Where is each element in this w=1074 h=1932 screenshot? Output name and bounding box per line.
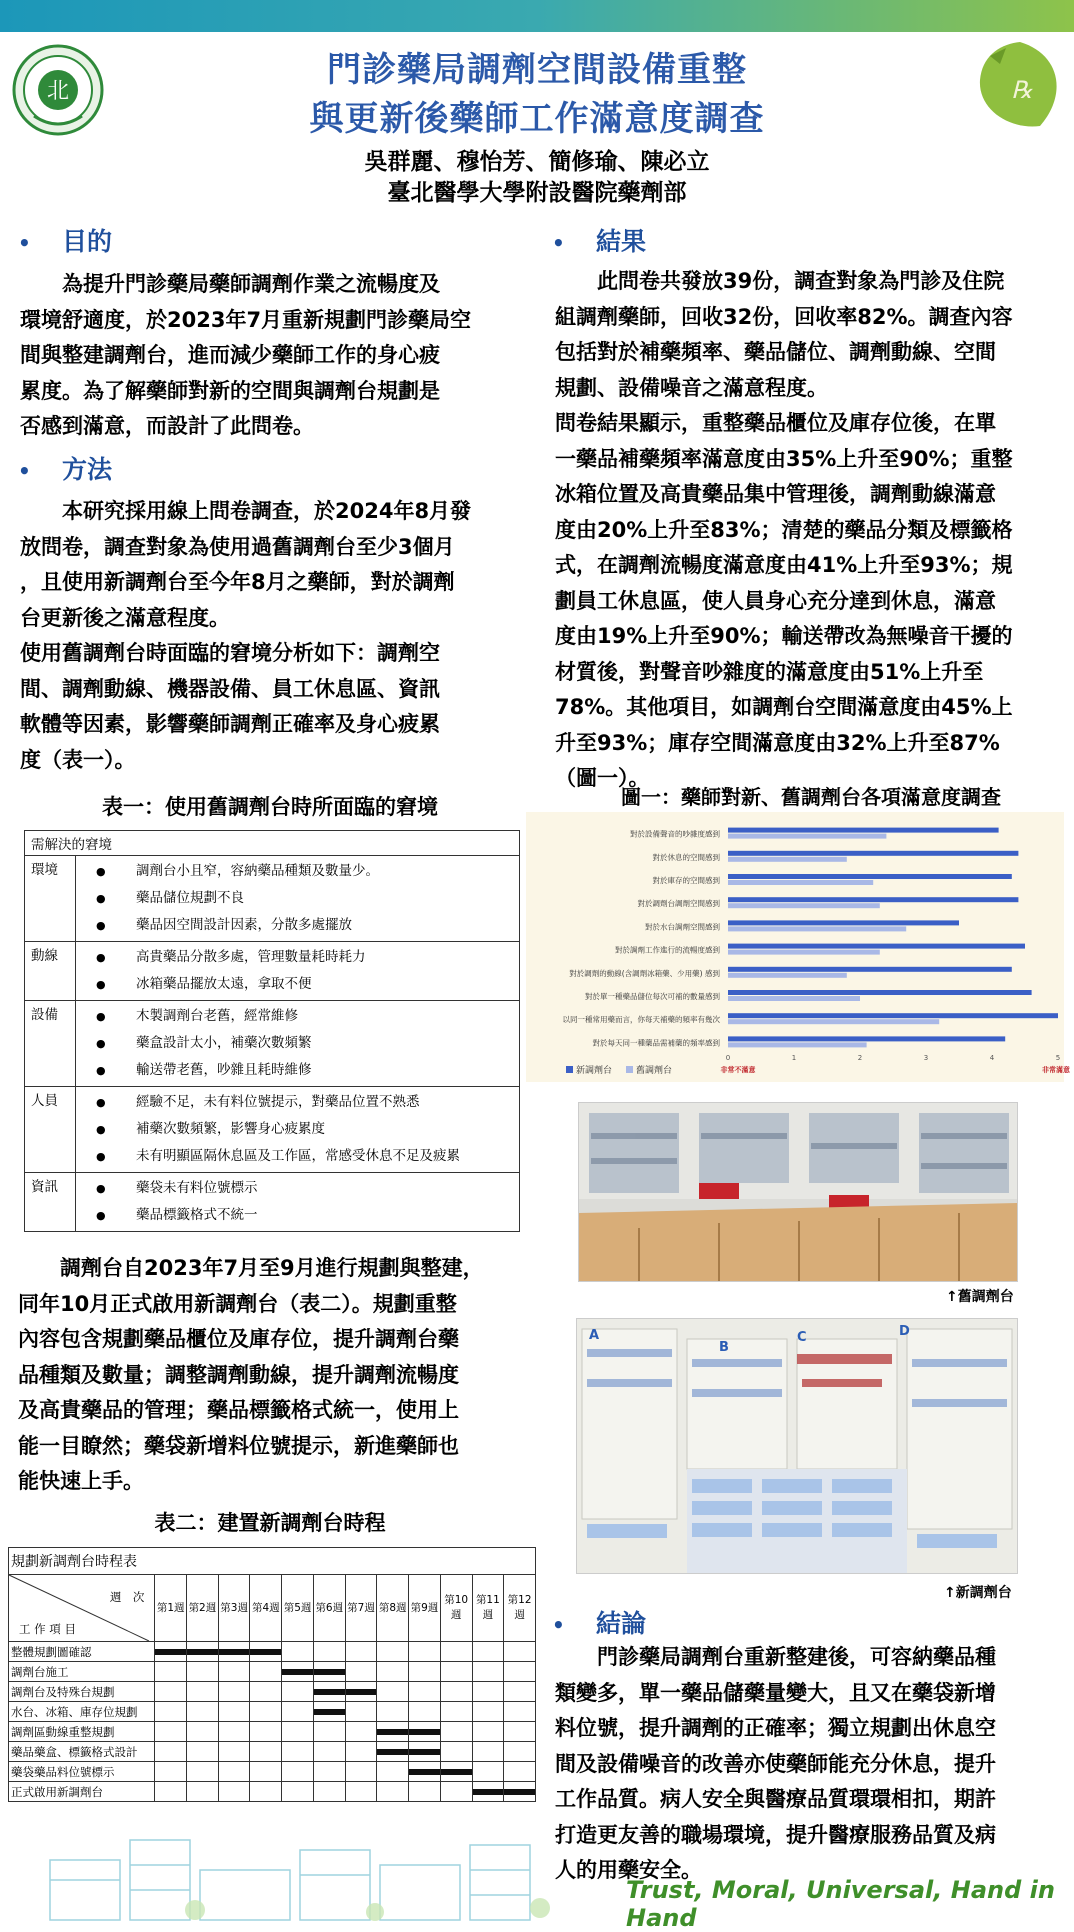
x-axis-left-label: 非常不滿意 — [720, 1066, 756, 1074]
table2-row — [9, 1742, 536, 1762]
table2-caption: 表二：建置新調劑台時程 — [154, 1511, 386, 1535]
table1-caption: 表一：使用舊調劑台時所面臨的窘境 — [102, 795, 438, 819]
chart-bar — [728, 990, 1032, 995]
task-label: 調劑台及特殊台規劃 — [9, 1682, 155, 1702]
table2-title: 規劃新調劑台時程表 — [9, 1548, 536, 1575]
chart-bar — [728, 944, 1025, 949]
table1-row: 資訊 ● 藥袋未有料位號標示 ● 藥品標籤格式不統一 — [25, 1173, 520, 1232]
bullet-icon: • — [18, 231, 31, 255]
satisfaction-chart — [526, 812, 1070, 1082]
week-header: 第5週 — [282, 1575, 314, 1642]
hospital-logo-icon — [12, 44, 104, 136]
schedule-bar — [408, 1749, 441, 1755]
schedule-bar — [313, 1669, 346, 1675]
header-gradient-bar — [0, 0, 1074, 32]
table2-row — [9, 1782, 536, 1802]
purpose-text: 為提升門診藥局藥師調劑作業之流暢度及 環境舒適度，於2023年7月重新規劃門診藥局空 間與整建調劑台，進而減少藥師工作的身心疲 累度。為了解藥師對新的空間與調劑台規劃是 否感到滿意，而設計了此問卷。 — [20, 272, 472, 438]
task-label: 調劑區動線重整規劃 — [9, 1722, 155, 1742]
week-header: 第3週 — [218, 1575, 250, 1642]
table2 — [8, 1547, 536, 1802]
chart-bar — [728, 1042, 867, 1047]
chart-bar — [728, 967, 1012, 972]
category-label: 對於單一種藥品儲位每次可補的數量感到 — [585, 992, 720, 1001]
schedule-bar — [345, 1689, 378, 1695]
results-heading: • 結果 — [552, 227, 647, 256]
photo-letter-d: D — [899, 1324, 910, 1339]
chart-bar — [728, 874, 1012, 879]
schedule-bar — [313, 1689, 346, 1695]
poster-title-line2: 與更新後藥師工作滿意度調查 — [309, 99, 765, 139]
task-label: 水台、冰箱、庫存位規劃 — [9, 1702, 155, 1722]
week-header: 第1週 — [155, 1575, 187, 1642]
category-label: 對於設備聲音的吵雜度感到 — [630, 829, 720, 839]
schedule-bar — [186, 1649, 219, 1655]
renovation-text: 調劑台自2023年7月至9月進行規劃與整建， 同年10月正式啟用新調劑台（表二）。規劃重整 內容包含規劃藥品櫃位及庫存位，提升調劑台藥 品種類及數量；調整調劑動線，提升調劑流暢度 及高貴藥品的管理；藥品標籤格式統一，使用上 能一目瞭然；藥袋新增料位號提示，新進藥師也 能快速上手。 — [18, 1256, 484, 1493]
chart-caption: 圖一：藥師對新、舊調劑台各項滿意度調查 — [621, 785, 1001, 809]
table1 — [24, 830, 520, 1232]
legend-swatch — [626, 1066, 633, 1073]
schedule-bar — [376, 1749, 409, 1755]
task-label: 正式啟用新調劑台 — [9, 1782, 155, 1802]
task-label: 整體規劃圖確認 — [9, 1642, 155, 1662]
table1-row: 環境 ● 調劑台小且窄，容納藥品種類及數量少。 ● 藥品儲位規劃不良 ● 藥品因空間設計因素，分散多處擺放 — [25, 856, 520, 942]
table2-row — [9, 1662, 536, 1682]
week-header: 第4週 — [250, 1575, 282, 1642]
results-text: 此問卷共發放39份，調查對象為門診及住院 組調劑藥師，回收32份，回收率82%。調查內容 包括對於補藥頻率、藥品儲位、調劑動線、空間 規劃、設備噪音之滿意程度。 問卷結果顯示，重整藥品櫃位及庫存位後，在單 一藥品補藥頻率滿意度由35%上升至90%；重整 冰箱位置及高貴藥品集中管理後，調劑動線滿意 度由20%上升至83%；清楚的藥品分類及標籤格 式，在調劑流暢度滿意度由41%上升至93%；規 劃員工休息區，使人員身心充分達到休息，滿意 度由19%上升至90%；輸送帶改為無噪音干擾的 材質後，對聲音吵雜度的滿意度由51%上升至 78%。其他項目，如調劑台空間滿意度由45%上 升至93%；庫存空間滿意度由32%上升至87% （圖一）。 — [555, 269, 1013, 790]
table2-corner: 週 次 工 作 項 目 — [9, 1575, 155, 1642]
schedule-bar — [440, 1769, 473, 1775]
purpose-heading: • 目的 — [18, 227, 113, 256]
week-header: 第12週 — [504, 1575, 536, 1642]
bullet-icon: • — [552, 231, 565, 255]
table2-row — [9, 1682, 536, 1702]
hospital-skyline-illustration — [40, 1820, 560, 1920]
chart-bar — [728, 996, 860, 1001]
chart-bar — [728, 834, 886, 839]
x-axis-right-label: 非常滿意 — [1042, 1066, 1070, 1074]
table1-row: 設備 ● 木製調劑台老舊，經常維修 ● 藥盒設計太小，補藥次數頻繁 ● 輸送帶老舊，吵雜且耗時維修 — [25, 1001, 520, 1087]
old-photo-label: ↑舊調劑台 — [946, 1289, 1014, 1305]
chart-bar — [728, 1019, 939, 1024]
category-label: 對於庫存的空間感到 — [652, 876, 720, 885]
x-tick-label: 5 — [1055, 1054, 1061, 1062]
chart-bar — [728, 973, 847, 978]
chart-bar — [728, 1036, 1005, 1041]
week-header: 第10週 — [440, 1575, 472, 1642]
conclusion-text: 門診藥局調劑台重新整建後，可容納藥品種 類變多，單一藥品儲藥量變大，且又在藥袋新增 料位號，提升調劑的正確率；獨立規劃出休息空 間及設備噪音的改善亦使藥師能充分休息，提升 工作品質。病人安全與醫療品質環環相扣，期許 打造更友善的職場環境，提升醫療服務品質及病 人的用藥安全。 — [555, 1645, 996, 1882]
task-label: 藥品藥盒、標籤格式設計 — [9, 1742, 155, 1762]
x-tick-label: 2 — [857, 1054, 863, 1062]
legend-swatch — [566, 1066, 573, 1073]
satisfaction-chart-svg — [526, 812, 1070, 1082]
photo-letter-a: A — [589, 1328, 600, 1343]
chart-bar — [728, 926, 906, 931]
pharmacy-leaf-icon — [970, 34, 1070, 134]
chart-bar — [728, 880, 873, 885]
new-photo-label: ↑新調劑台 — [944, 1585, 1012, 1601]
chart-bar — [728, 903, 880, 908]
method-heading: • 方法 — [18, 455, 113, 484]
week-header: 第9週 — [409, 1575, 441, 1642]
legend-label: 舊調劑台 — [636, 1066, 673, 1076]
chart-bar — [728, 851, 1018, 856]
schedule-bar — [154, 1649, 187, 1655]
table1-row: 動線 ● 高貴藥品分散多處，管理數量耗時耗力 ● 冰箱藥品擺放太遠，拿取不便 — [25, 942, 520, 1001]
table2-row — [9, 1642, 536, 1662]
conclusion-heading: • 結論 — [552, 1609, 647, 1638]
category-label: 對於調劑台調劑空間感到 — [637, 899, 720, 909]
chart-bar — [728, 920, 959, 925]
week-header: 第7週 — [345, 1575, 377, 1642]
x-tick-label: 1 — [791, 1054, 797, 1062]
bullet-icon: • — [18, 459, 31, 483]
schedule-bar — [218, 1649, 251, 1655]
week-header: 第2週 — [187, 1575, 219, 1642]
x-tick-label: 4 — [989, 1054, 995, 1062]
x-tick-label: 3 — [923, 1054, 929, 1062]
table2-row — [9, 1702, 536, 1722]
schedule-bar — [249, 1649, 282, 1655]
schedule-bar — [503, 1789, 536, 1795]
task-label: 藥袋藥品料位號標示 — [9, 1762, 155, 1782]
week-header: 第6週 — [313, 1575, 345, 1642]
schedule-bar — [408, 1769, 441, 1775]
table1-header: 需解決的窘境 — [25, 831, 520, 856]
chart-bar — [728, 897, 1018, 902]
chart-bar — [728, 950, 880, 955]
task-label: 調劑台施工 — [9, 1662, 155, 1682]
week-header: 第11週 — [472, 1575, 504, 1642]
photo-letter-c: C — [797, 1330, 807, 1345]
authors: 吳群麗、穆怡芳、簡修瑜、陳必立 — [364, 149, 710, 175]
x-tick-label: 0 — [725, 1054, 731, 1062]
category-label: 對於水台調劑空間感到 — [645, 922, 720, 932]
table2-row — [9, 1722, 536, 1742]
chart-bar — [728, 1013, 1058, 1018]
category-label: 對於調劑的動線(含調劑冰箱藥、少用藥) 感到 — [569, 968, 720, 978]
poster-title-line1: 門診藥局調劑空間設備重整 — [327, 50, 747, 90]
svg-text:北: 北 — [46, 79, 70, 104]
category-label: 對於休息的空間感到 — [652, 852, 720, 862]
chart-bar — [728, 857, 847, 862]
schedule-bar — [408, 1729, 441, 1735]
schedule-bar — [313, 1709, 346, 1715]
footer-motto: Trust, Moral, Universal, Hand in Hand — [626, 1876, 1055, 1932]
chart-bar — [728, 828, 999, 833]
week-header: 第8週 — [377, 1575, 409, 1642]
new-dispensing-counter-photo — [576, 1318, 1018, 1574]
method-text: 本研究採用線上問卷調查，於2024年8月發 放問卷，調查對象為使用過舊調劑台至少3個月 ，且使用新調劑台至今年8月之藥師，對於調劑 台更新後之滿意程度。 使用舊調劑台時面臨的窘境分析如下：調劑空 間、調劑動線、機器設備、員工休息區、資訊 軟體等因素，影響藥師調劑正確率及身心疲累 度（表一）。 — [20, 499, 472, 772]
schedule-bar — [281, 1669, 314, 1675]
category-label: 對於每天同一種藥品需補藥的頻率感到 — [592, 1038, 720, 1048]
affiliation: 臺北醫學大學附設醫院藥劑部 — [387, 180, 687, 206]
bullet-icon: • — [552, 1613, 565, 1637]
schedule-bar — [376, 1729, 409, 1735]
schedule-bar — [472, 1789, 505, 1795]
category-label: 對於調劑工作進行的流暢度感到 — [615, 945, 720, 955]
table2-row — [9, 1762, 536, 1782]
table1-row: 人員 ● 經驗不足，未有料位號提示，對藥品位置不熟悉 ● 補藥次數頻繁，影響身心疲累度 ● 未有明顯區隔休息區及工作區，常感受休息不足及疲累 — [25, 1087, 520, 1173]
legend-label: 新調劑台 — [576, 1066, 613, 1076]
svg-text:℞: ℞ — [1011, 76, 1033, 104]
old-dispensing-counter-photo — [578, 1102, 1018, 1282]
photo-letter-b: B — [719, 1340, 729, 1355]
category-label: 以同一種常用藥而言，你每天補藥的頻率有幾次 — [562, 1015, 720, 1025]
